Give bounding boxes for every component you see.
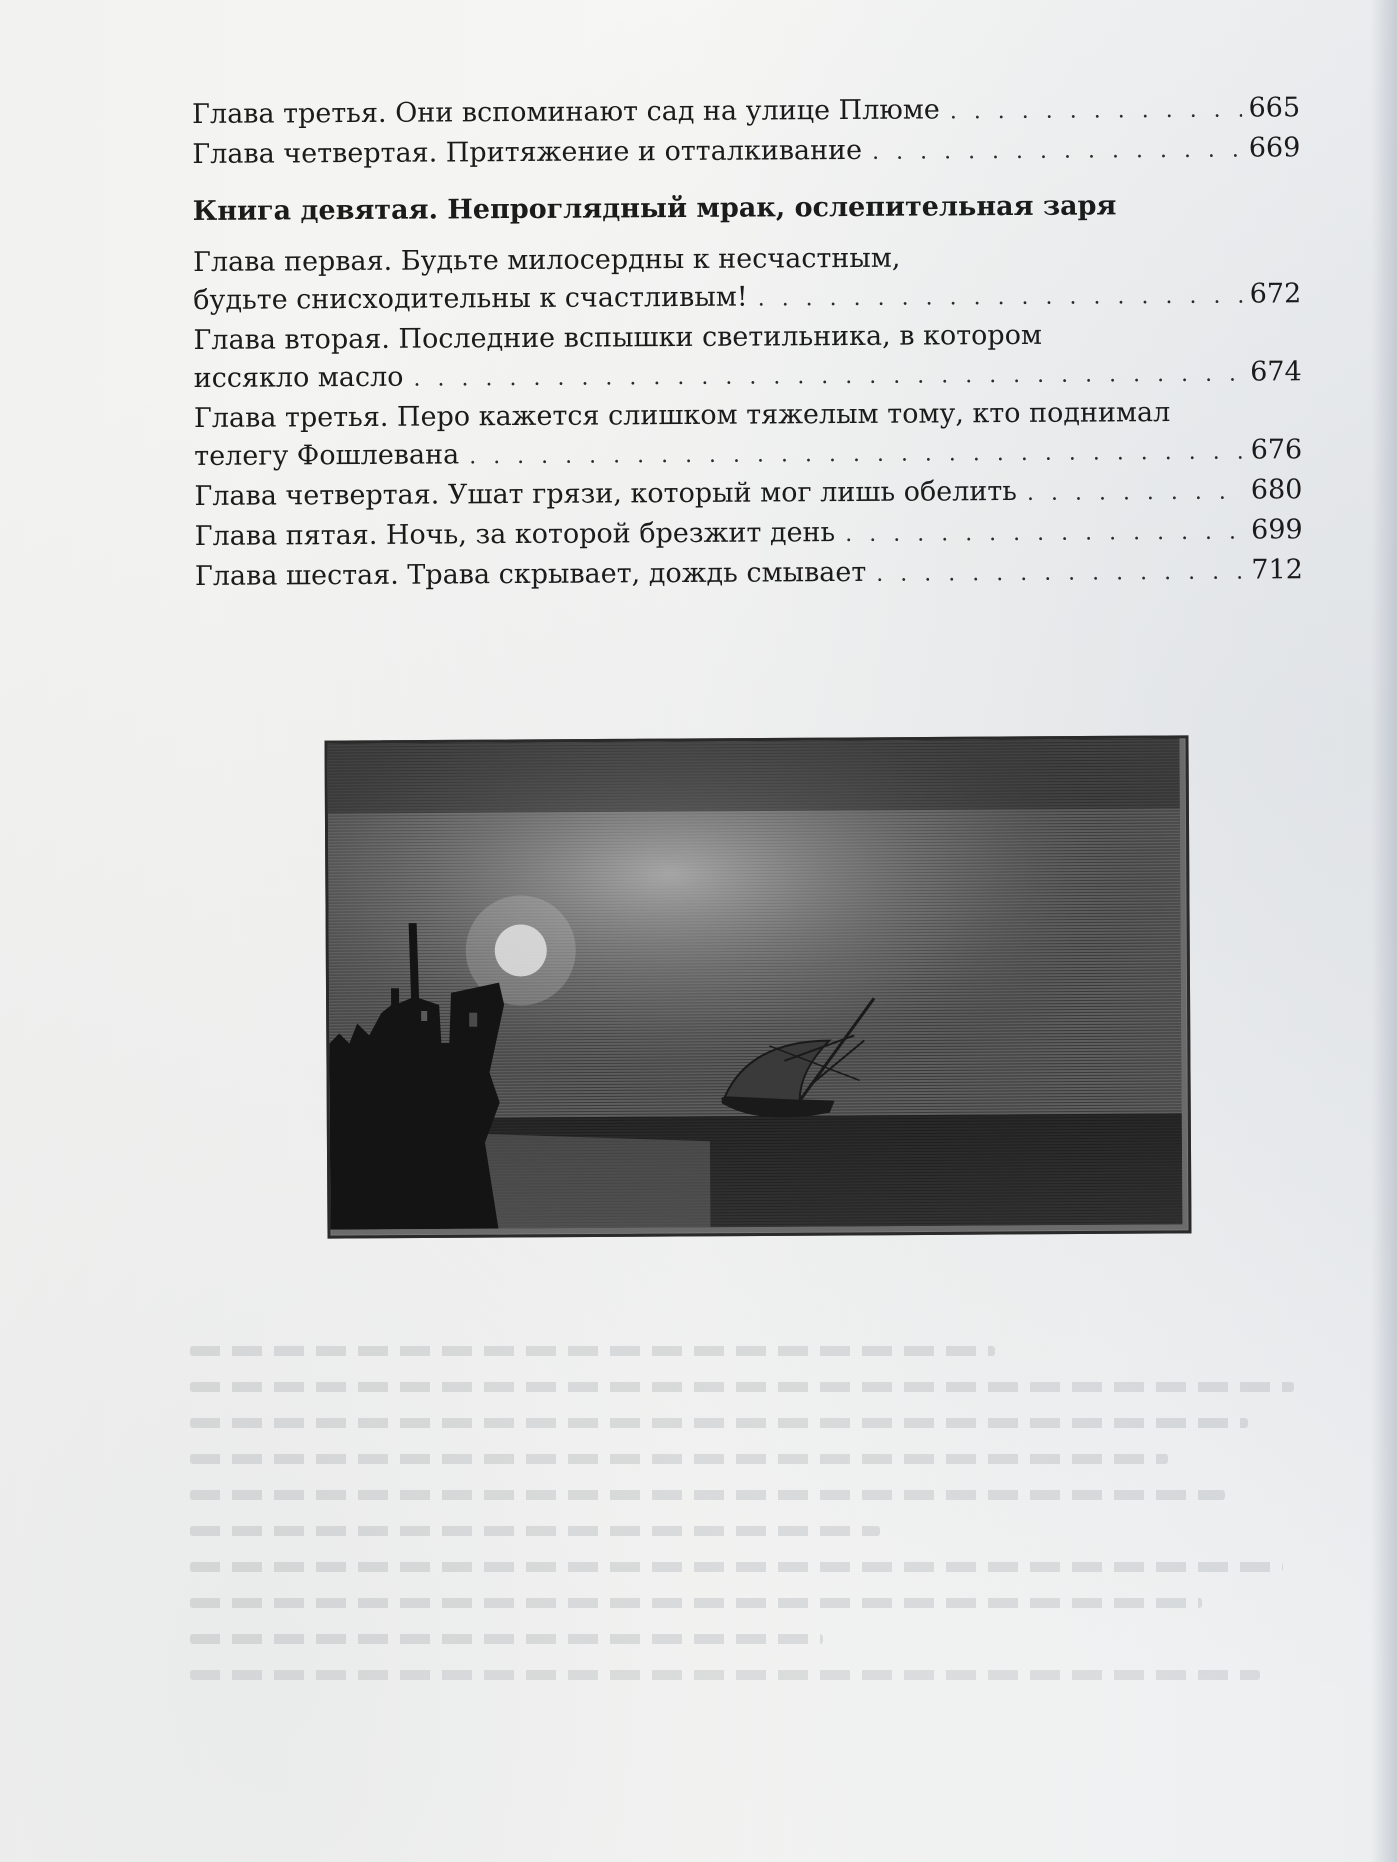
toc-entry-title: Глава четвертая. Притяжение и отталкивание	[192, 134, 863, 170]
dot-leader	[845, 514, 1245, 554]
toc-entry	[194, 393, 1302, 478]
toc-page-number: 712	[1251, 554, 1304, 586]
dot-leader	[950, 92, 1243, 132]
dot-leader	[469, 434, 1244, 477]
toc-entry-title: Глава вторая. Последние вспышки светильника, в котором	[193, 319, 1043, 356]
dot-leader	[413, 356, 1243, 399]
toc-entry-title-continued: телегу Фошлевана	[194, 439, 460, 472]
toc-entry-title: Глава пятая. Ночь, за которой брезжит день	[194, 517, 836, 552]
toc-entry-title: Глава первая. Будьте милосердны к несчастным,	[192, 242, 901, 278]
page-edge-shadow	[1371, 0, 1397, 1862]
toc-entry-title: Глава четвертая. Ушат грязи, который мог лишь обелить	[194, 475, 1018, 512]
toc-entry	[193, 237, 1301, 322]
toc-entry	[192, 89, 1300, 136]
toc-entry-title-continued: будьте снисходительны к счастливым!	[193, 281, 748, 316]
toc-page-number: 674	[1250, 356, 1302, 388]
night-sea-ship-engraving	[328, 738, 1183, 1229]
toc-entry	[195, 511, 1303, 558]
book-section-title: Книга девятая. Непроглядный мрак, ослепительная заря	[192, 190, 1117, 227]
toc-entry	[195, 551, 1303, 598]
dot-leader	[1027, 474, 1245, 513]
toc-entry	[193, 315, 1301, 400]
toc-page-number: 672	[1249, 278, 1302, 310]
toc-entry-title: Глава третья. Перо кажется слишком тяжелым тому, кто поднимал	[193, 397, 1171, 434]
toc-page-number: 680	[1250, 474, 1303, 506]
dot-leader	[876, 554, 1245, 594]
toc-page-number: 676	[1250, 434, 1303, 466]
toc-page-number: 665	[1248, 92, 1301, 124]
toc-entry-title: Глава третья. Они вспоминают сад на улице Плюме	[192, 94, 940, 130]
toc-entry	[194, 471, 1302, 518]
engraving-illustration	[324, 735, 1191, 1238]
toc-entry	[192, 129, 1300, 176]
toc-entry-title-continued: иссякло масло	[193, 361, 404, 394]
toc-entry-title: Глава шестая. Трава скрывает, дождь смывает	[194, 556, 867, 592]
show-through-text	[190, 1320, 1340, 1840]
table-of-contents	[192, 89, 1303, 598]
toc-page-number: 669	[1248, 132, 1301, 164]
dot-leader	[758, 278, 1244, 319]
toc-page-number: 699	[1251, 514, 1303, 546]
dot-leader	[872, 132, 1242, 172]
